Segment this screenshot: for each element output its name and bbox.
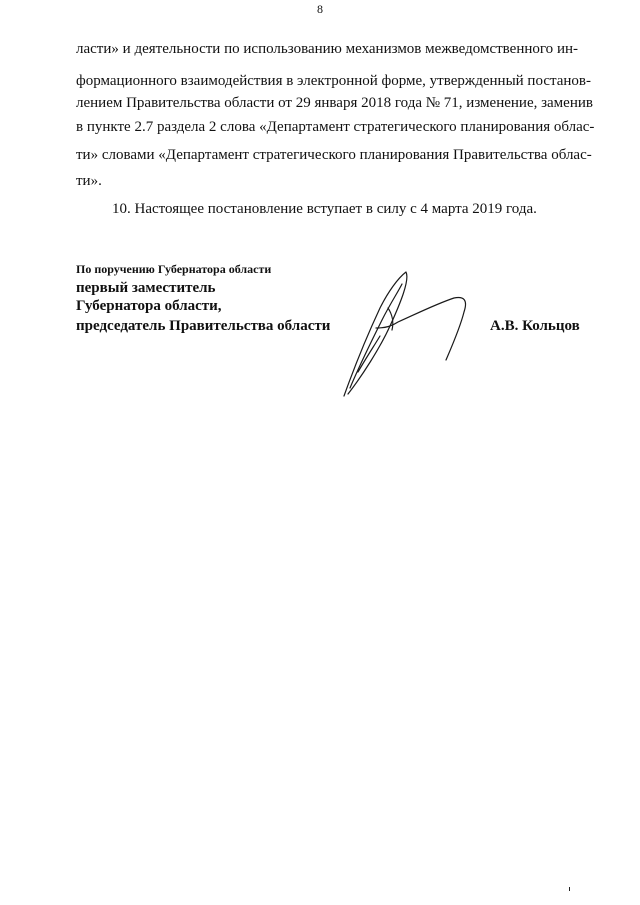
body-line: ти». (76, 173, 102, 189)
body-line: ти» словами «Департамент стратегического планирования Правительства облас- (76, 147, 592, 163)
page-number: 8 (317, 2, 323, 16)
body-line: в пункте 2.7 раздела 2 слова «Департамент стратегического планирования облас- (76, 119, 595, 135)
signature-instruction: По поручению Губернатора области (76, 262, 272, 276)
body-line: ласти» и деятельности по использованию механизмов межведомственного ин- (76, 41, 578, 57)
scan-speck (569, 887, 570, 891)
signatory-position-line: Губернатора области, (76, 298, 222, 314)
paragraph-10: 10. Настоящее постановление вступает в силу с 4 марта 2019 года. (112, 201, 537, 217)
signatory-position-line: первый заместитель (76, 280, 216, 296)
handwritten-signature (336, 268, 476, 400)
signatory-position-line: председатель Правительства области (76, 318, 331, 334)
signatory-name: А.В. Кольцов (490, 318, 580, 334)
body-line: лением Правительства области от 29 января 2018 года № 71, изменение, заменив (76, 95, 593, 111)
body-line: формационного взаимодействия в электронной форме, утвержденный постанов- (76, 73, 591, 89)
